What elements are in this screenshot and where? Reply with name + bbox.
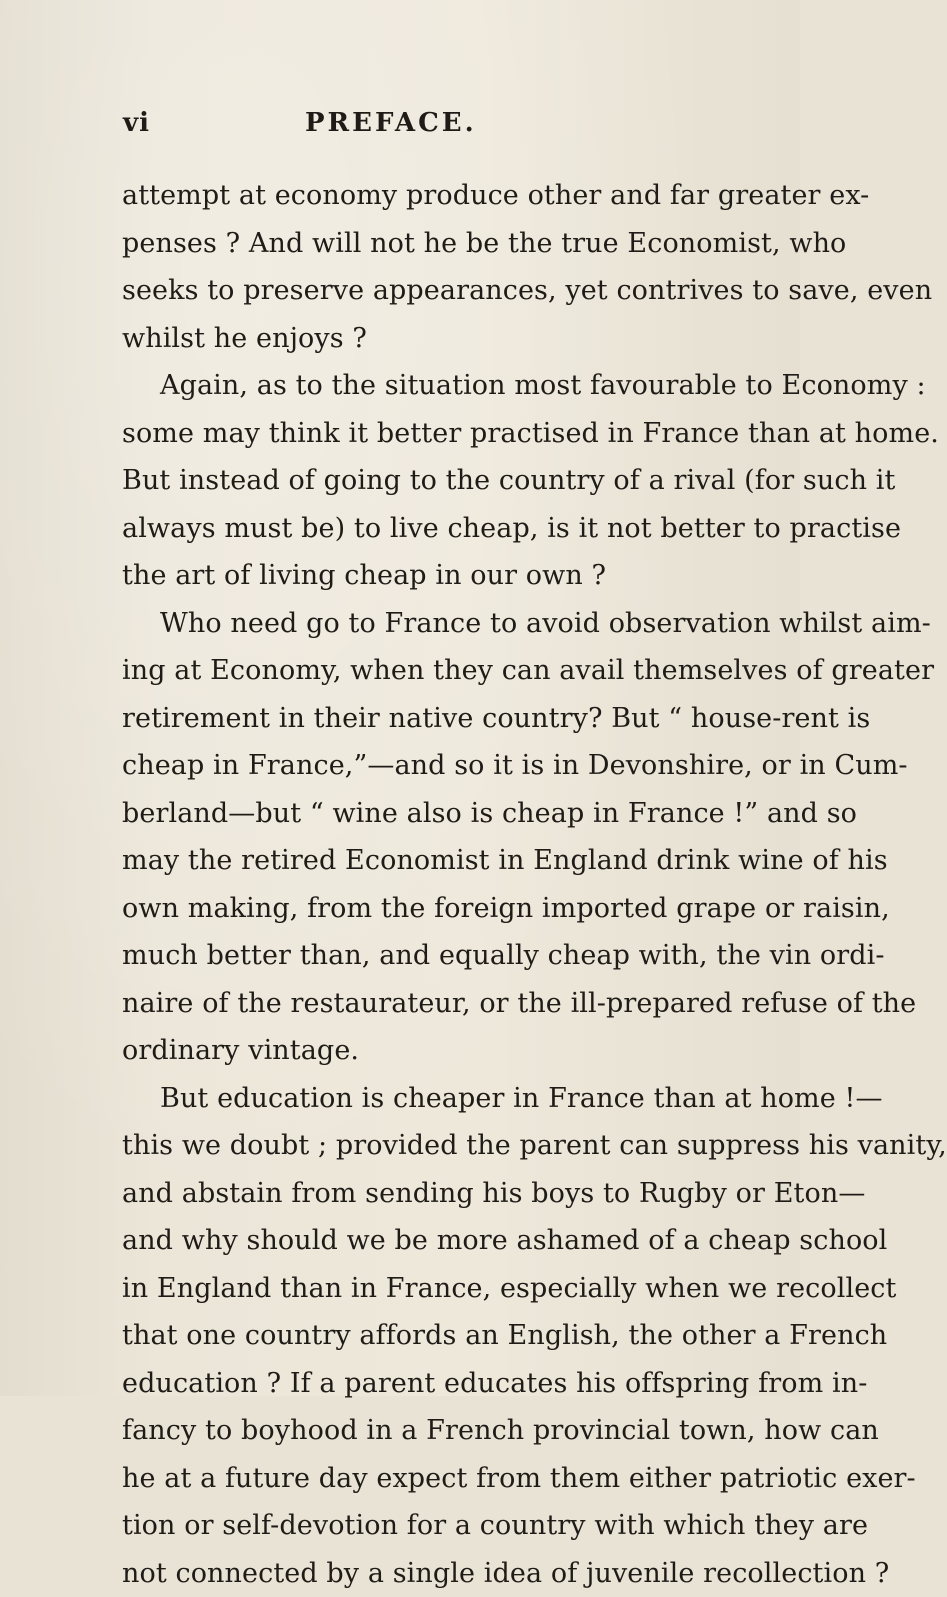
text-line: this we doubt ; provided the parent can suppress his vanity, <box>122 1122 742 1170</box>
running-head <box>0 108 800 148</box>
text-line: penses ? And will not he be the true Economist, who <box>122 220 742 268</box>
text-line: and abstain from sending his boys to Rugby or Eton— <box>122 1170 742 1218</box>
paragraph-start-line: Who need go to France to avoid observation whilst aim- <box>122 600 742 648</box>
text-line: seeks to preserve appearances, yet contrives to save, even <box>122 267 742 315</box>
text-line: cheap in France,”—and so it is in Devonshire, or in Cum- <box>122 742 742 790</box>
text-line: and why should we be more ashamed of a cheap school <box>122 1217 742 1265</box>
text-line: own making, from the foreign imported grape or raisin, <box>122 885 742 933</box>
text-line: tion or self-devotion for a country with which they are <box>122 1502 742 1550</box>
text-line: berland—but “ wine also is cheap in France !” and so <box>122 790 742 838</box>
running-head-title: PREFACE. <box>305 108 477 138</box>
text-line: not connected by a single idea of juvenile recollection ? <box>122 1550 742 1597</box>
text-line: the art of living cheap in our own ? <box>122 552 742 600</box>
text-line: that one country affords an English, the other a French <box>122 1312 742 1360</box>
text-line: whilst he enjoys ? <box>122 315 742 363</box>
text-line: he at a future day expect from them either patriotic exer- <box>122 1455 742 1503</box>
text-line: education ? If a parent educates his offspring from in- <box>122 1360 742 1408</box>
text-line: some may think it better practised in France than at home. <box>122 410 742 458</box>
text-line: may the retired Economist in England drink wine of his <box>122 837 742 885</box>
text-line: ing at Economy, when they can avail themselves of greater <box>122 647 742 695</box>
text-line: ordinary vintage. <box>122 1027 742 1075</box>
text-line: retirement in their native country? But “ house-rent is <box>122 695 742 743</box>
paragraph-start-line: Again, as to the situation most favourable to Economy : <box>122 362 742 410</box>
text-line: fancy to boyhood in a French provincial town, how can <box>122 1407 742 1455</box>
paragraph-start-line: But education is cheaper in France than at home !— <box>122 1075 742 1123</box>
text-line: attempt at economy produce other and far greater ex- <box>122 172 742 220</box>
text-line: naire of the restaurateur, or the ill-prepared refuse of the <box>122 980 742 1028</box>
text-line: always must be) to live cheap, is it not better to practise <box>122 505 742 553</box>
body-text <box>122 172 742 1597</box>
text-line: in England than in France, especially when we recollect <box>122 1265 742 1313</box>
text-line: But instead of going to the country of a rival (for such it <box>122 457 742 505</box>
text-line: much better than, and equally cheap with, the vin ordi- <box>122 932 742 980</box>
page-number: vi <box>123 108 150 138</box>
